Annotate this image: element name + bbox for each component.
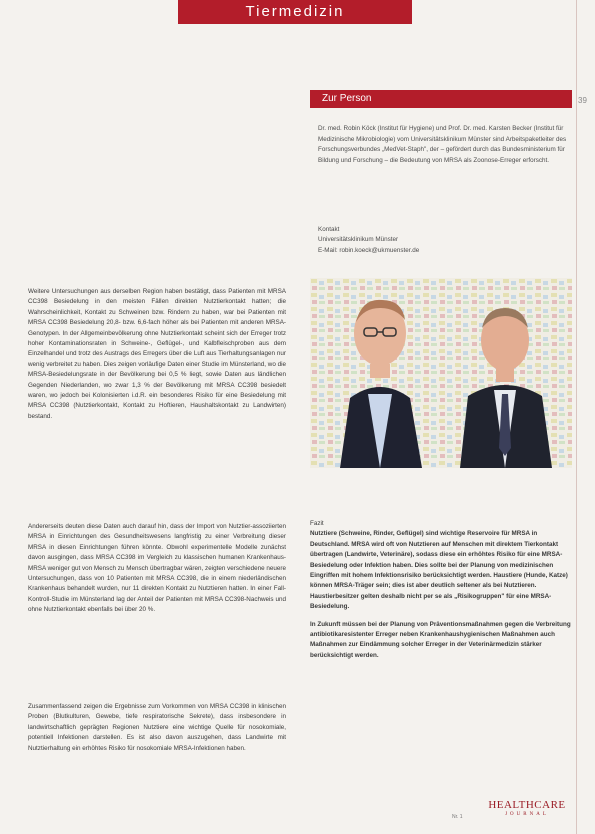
contact-label: Kontakt <box>318 226 340 233</box>
fazit-box <box>310 519 572 661</box>
person-box-text: Dr. med. Robin Köck (Institut für Hygiene) und Prof. Dr. med. Karsten Becker (Institut für Medizinische Mikrobiologie) vom Universitätsklinikum Münster sind Arbeitspaketleiter des Forschungsverbundes „MedVet-Staph", der – gefördert durch das Bundesministerium für Bildung und Forschung – die Bedeutung von MRSA als Zoonose-Erreger erforscht. <box>318 125 567 164</box>
contact-block <box>318 225 572 256</box>
section-header: Tiermedizin <box>178 0 412 24</box>
article-paragraph-1: Weitere Untersuchungen aus derselben Region haben bestätigt, dass Patienten mit MRSA CC398 Besiedelung in den meisten Fällen direkten Nutztierkontakt hatten; die Wahrscheinlichkeit, Kontakt zu Schweinen bzw. Rindern zu haben, war bei Patienten mit MRSA CC398 Besiedelung 20,8- bzw. 6,6-fach höher als bei Patienten mit anderen MRSA-Genotypen. In der Allgemeinbevölkerung ohne Nutztierkontakt scheint sich der Erreger trotz hoher Kontaminationsraten in Schweine-, Geflügel-, und Kalbfleischproben aus dem Einzelhandel und trotz des Austrags des Erregers über die Luft aus Tierhaltungsanlagen nur wenig verbreitet zu haben. Dies zeigen vorläufige Daten einer Studie im Münsterland, wo die MRSA-Besiedelungsrate in der Bevölkerung bei 0,5 % liegt, sowie Daten aus ländlichen Gegenden Niederlanden, wo zwar 1,3 % der Bevölkerung mit MRSA CC398 besiedelt waren, wo jedoch bei Kolonisierten i.d.R. ein besonderes Risiko für eine Besiedelung mit MRSA CC398 (Nutztierkontakt, Kontakt zu Hoftieren, Haushaltskontakt zu Landwirten) bestand. <box>28 288 286 420</box>
person-box-title: Zur Person <box>310 90 572 108</box>
page-number: 39 <box>578 96 587 105</box>
margin-rule <box>576 0 577 834</box>
contact-email: E-Mail: robin.koeck@ukmuenster.de <box>318 246 420 254</box>
issue-number: Nr. 1 <box>452 814 463 820</box>
logo-sub-text: JOURNAL <box>505 812 549 817</box>
journal-logo <box>487 799 567 827</box>
fazit-label: Fazit <box>310 520 324 527</box>
logo-main-text: HEALTHCARE <box>488 799 566 811</box>
author-photo-illustration <box>310 278 572 468</box>
article-paragraph-2: Andererseits deuten diese Daten auch darauf hin, dass der Import von Nutztier-assoziierten MRSA in Einrichtungen des Gesundheitswesens langfristig zu einer Verbreitung dieser MRSA in diesen Einrichtungen führen könnte. Obwohl experimentelle Modelle zunächst davon ausgingen, dass MRSA CC398 im Vergleich zu klassischen humanen Krankenhaus-MRSA weniger gut von Mensch zu Mensch übertragbar wären, zeigten verschiedene neuere Untersuchungen, dass von 10 Patienten mit MRSA CC398, die in einem niederländischen Krankenhaus behandelt wurden, nur 11 direkten Kontakt zu Nutztieren hatten. In einer Fall-Kontroll-Studie im Münsterland lag der Anteil der Patienten mit MRSA CC398-Nachweis und ohne Nutztierkontakt ebenfalls bei über 20 %. <box>28 523 286 614</box>
fazit-paragraph-1: Nutztiere (Schweine, Rinder, Geflügel) sind wichtige Reservoire für MRSA in Deutschland. MRSA wird oft von Nutztieren auf Menschen mit direktem Tierkontakt übertragen (Landwirte, Veterinäre), sodass diese ein erhöhtes Risiko für eine MRSA-Besiedelung oder Infektion haben. Dies sollte bei der Planung von medizinischen Eingriffen mit hohem Infektionsrisiko berücksichtigt werden. Haustiere (Hunde, Katze) können MRSA-Träger sein; dies ist aber deutlich seltener als bei Nutztieren. Haustierbesitzer gelten deshalb nicht per se als „Risikogruppen" für eine MRSA-Besiedelung. <box>310 530 568 611</box>
fazit-paragraph-2: In Zukunft müssen bei der Planung von Präventionsmaßnahmen gegen die Verbreitung antibiotikaresistenter Erreger neben Krankenhaushygienischen Maßnahmen auch Maßnahmen zur Eindämmung solcher Erreger in der Veterinärmedizin stärker berücksichtigt werden. <box>310 620 571 659</box>
contact-org: Universitätsklinikum Münster <box>318 236 399 244</box>
article-paragraph-3: Zusammenfassend zeigen die Ergebnisse zum Vorkommen von MRSA CC398 in klinischen Proben (Blutkulturen, Gewebe, tiefe respiratorische Sekrete), dass insbesondere in landwirtschaftlich geprägten Regionen Nutztiere eine wichtige Quelle für nosokomiale, potentiell Infektionen darstellen. Es ist also davon auszugehen, dass Landwirte mit Nutztierhaltung ein erhöhtes Risiko für nosokomiale MRSA-Infektionen haben. <box>28 703 286 752</box>
author-photo <box>310 278 572 468</box>
